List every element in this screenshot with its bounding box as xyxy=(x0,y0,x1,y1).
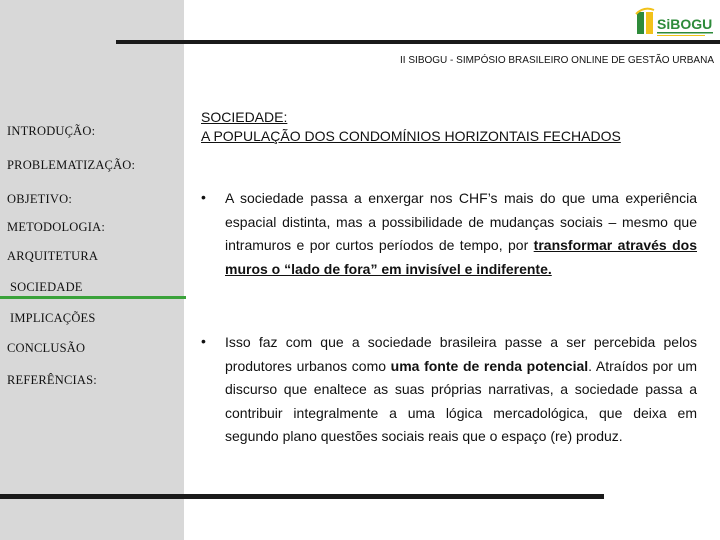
active-item-indicator xyxy=(0,296,186,299)
slide-title-line2: A POPULAÇÃO DOS CONDOMÍNIOS HORIZONTAIS FECHADOS xyxy=(201,128,621,144)
bullet-paragraph-2 xyxy=(225,331,697,449)
bullet-paragraph-1 xyxy=(225,187,697,281)
slide-title xyxy=(201,108,621,146)
top-divider xyxy=(116,40,720,44)
sidebar-item-introducao[interactable]: INTRODUÇÃO: xyxy=(7,124,96,138)
conference-title: II SIBOGU - SIMPÓSIO BRASILEIRO ONLINE DE GESTÃO URBANA xyxy=(400,55,714,66)
bullet1-text: A sociedade passa a enxergar nos CHF’s mais do que uma experiência espacial distinta, mas a possibilidade de mudanças sociais – mesmo que intramuros e por curtos períodos de tempo, por xyxy=(225,190,697,253)
sidebar-item-arquitetura[interactable]: ARQUITETURA xyxy=(7,249,99,263)
sibogu-logo xyxy=(634,4,716,40)
sidebar-item-objetivo[interactable]: OBJETIVO: xyxy=(7,192,72,206)
logo-brand-text: SiBOGU xyxy=(657,16,713,32)
sidebar-item-problematizacao[interactable]: PROBLEMATIZAÇÃO: xyxy=(7,158,136,172)
bullet-marker: • xyxy=(201,333,206,349)
bottom-divider xyxy=(0,494,604,499)
bullet1-emphasis: transformar através dos muros o “lado de fora” em invisível e indiferente. xyxy=(225,237,698,277)
bullet2-text-end: . Atraídos por um discurso que enaltece as suas próprias narrativas, a sociedade passa a contribuir integralmente a uma lógica mercadológica, que deixa em segundo plano questões sociais reais que o espaço (re) produz. xyxy=(225,357,697,444)
sidebar-item-metodologia[interactable]: METODOLOGIA: xyxy=(7,220,105,234)
sidebar-item-implicacoes[interactable]: IMPLICAÇÕES xyxy=(10,311,96,325)
bullet2-emphasis: uma fonte de renda potencial xyxy=(390,357,589,374)
bullet-marker: • xyxy=(201,189,206,205)
bullet2-text-start: Isso faz com que a sociedade brasileira passe a ser percebida pelos produtores urbanos como xyxy=(225,334,697,374)
sidebar-background xyxy=(0,0,184,540)
sidebar-item-conclusao[interactable]: CONCLUSÃO xyxy=(7,341,86,355)
sidebar-item-referencias[interactable]: REFERÊNCIAS: xyxy=(7,373,97,387)
slide-title-line1: SOCIEDADE: xyxy=(201,109,288,125)
sidebar-item-sociedade[interactable]: SOCIEDADE xyxy=(10,280,83,294)
